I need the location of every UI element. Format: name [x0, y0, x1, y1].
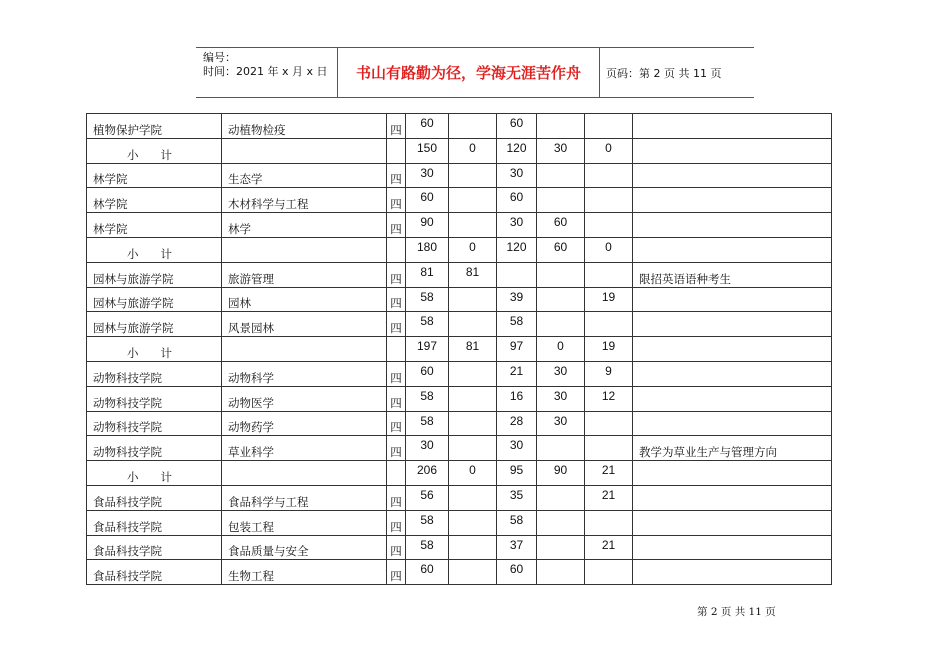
table-row	[87, 213, 832, 238]
major-cell: 生物工程	[222, 560, 387, 585]
number-cell	[585, 312, 633, 337]
number-cell: 56	[406, 485, 449, 510]
number-cell: 30	[537, 138, 585, 163]
table-row	[87, 436, 832, 461]
number-cell: 81	[406, 262, 449, 287]
major-cell: 生态学	[222, 163, 387, 188]
number-cell	[449, 436, 497, 461]
note-cell: 限招英语语种考生	[633, 262, 832, 287]
length-cell	[387, 461, 406, 486]
table-row	[87, 188, 832, 213]
number-cell: 21	[585, 461, 633, 486]
number-cell: 58	[406, 287, 449, 312]
major-cell: 食品质量与安全	[222, 535, 387, 560]
subtotal-label-char: 计	[160, 246, 172, 261]
length-cell: 四	[387, 163, 406, 188]
note-cell	[633, 213, 832, 238]
length-cell: 四	[387, 485, 406, 510]
number-cell: 60	[537, 237, 585, 262]
table-row	[87, 114, 832, 139]
number-cell	[449, 287, 497, 312]
length-cell: 四	[387, 213, 406, 238]
table-row	[87, 312, 832, 337]
number-cell: 30	[497, 213, 537, 238]
number-cell: 81	[449, 262, 497, 287]
college-cell: 林学院	[87, 213, 222, 238]
length-cell: 四	[387, 361, 406, 386]
major-cell: 动物医学	[222, 386, 387, 411]
page-footer: 第 2 页 共 11 页	[697, 606, 776, 618]
table-row	[87, 411, 832, 436]
note-cell	[633, 461, 832, 486]
note-cell	[633, 287, 832, 312]
number-cell	[449, 163, 497, 188]
college-cell: 林学院	[87, 188, 222, 213]
number-cell	[537, 188, 585, 213]
table-row	[87, 560, 832, 585]
major-cell	[222, 237, 387, 262]
number-cell	[449, 485, 497, 510]
number-cell: 150	[406, 138, 449, 163]
subtotal-row	[87, 337, 832, 362]
serial-label: 编号：	[203, 51, 236, 64]
number-cell: 28	[497, 411, 537, 436]
major-cell: 旅游管理	[222, 262, 387, 287]
number-cell	[537, 510, 585, 535]
length-cell	[387, 138, 406, 163]
note-cell	[633, 188, 832, 213]
note-cell	[633, 237, 832, 262]
subtotal-label-char: 小	[127, 147, 139, 162]
number-cell: 58	[406, 411, 449, 436]
number-cell	[537, 287, 585, 312]
table-row	[87, 510, 832, 535]
subtotal-label-char: 小	[127, 246, 139, 261]
length-cell	[387, 237, 406, 262]
number-cell: 95	[497, 461, 537, 486]
major-cell: 食品科学与工程	[222, 485, 387, 510]
number-cell: 60	[406, 188, 449, 213]
length-cell: 四	[387, 312, 406, 337]
major-cell	[222, 337, 387, 362]
number-cell: 0	[585, 138, 633, 163]
number-cell	[537, 560, 585, 585]
number-cell	[449, 361, 497, 386]
number-cell: 30	[537, 411, 585, 436]
college-cell: 食品科技学院	[87, 535, 222, 560]
note-cell	[633, 535, 832, 560]
number-cell: 60	[406, 114, 449, 139]
college-cell: 食品科技学院	[87, 560, 222, 585]
subtotal-label-char: 小	[127, 345, 139, 360]
number-cell	[449, 386, 497, 411]
length-cell: 四	[387, 188, 406, 213]
number-cell: 60	[497, 188, 537, 213]
number-cell	[449, 114, 497, 139]
number-cell	[585, 560, 633, 585]
subtotal-row	[87, 237, 832, 262]
number-cell	[537, 535, 585, 560]
number-cell: 58	[406, 312, 449, 337]
length-cell	[387, 337, 406, 362]
number-cell: 60	[537, 213, 585, 238]
number-cell: 58	[406, 510, 449, 535]
major-cell: 草业科学	[222, 436, 387, 461]
subtotal-label	[87, 337, 222, 362]
header-meta	[196, 48, 338, 97]
note-cell	[633, 411, 832, 436]
table-row	[87, 163, 832, 188]
number-cell	[537, 114, 585, 139]
number-cell: 30	[406, 436, 449, 461]
college-cell: 园林与旅游学院	[87, 262, 222, 287]
subtotal-row	[87, 138, 832, 163]
number-cell	[449, 535, 497, 560]
note-cell	[633, 485, 832, 510]
number-cell	[449, 560, 497, 585]
table-body	[87, 114, 832, 585]
number-cell	[585, 213, 633, 238]
table-row	[87, 535, 832, 560]
note-cell	[633, 114, 832, 139]
major-cell: 包装工程	[222, 510, 387, 535]
number-cell: 37	[497, 535, 537, 560]
number-cell: 30	[537, 361, 585, 386]
college-cell: 动物科技学院	[87, 361, 222, 386]
number-cell	[449, 213, 497, 238]
number-cell: 90	[537, 461, 585, 486]
number-cell: 35	[497, 485, 537, 510]
major-cell	[222, 138, 387, 163]
number-cell: 0	[449, 138, 497, 163]
number-cell: 197	[406, 337, 449, 362]
length-cell: 四	[387, 535, 406, 560]
number-cell	[449, 510, 497, 535]
number-cell: 58	[497, 312, 537, 337]
number-cell	[537, 485, 585, 510]
college-cell: 动物科技学院	[87, 386, 222, 411]
major-cell: 动植物检疫	[222, 114, 387, 139]
college-cell: 动物科技学院	[87, 411, 222, 436]
number-cell	[449, 312, 497, 337]
number-cell: 19	[585, 287, 633, 312]
number-cell: 60	[406, 361, 449, 386]
number-cell: 30	[497, 436, 537, 461]
length-cell: 四	[387, 114, 406, 139]
length-cell: 四	[387, 262, 406, 287]
length-cell: 四	[387, 411, 406, 436]
college-cell: 园林与旅游学院	[87, 287, 222, 312]
number-cell: 206	[406, 461, 449, 486]
length-cell: 四	[387, 436, 406, 461]
number-cell: 0	[537, 337, 585, 362]
number-cell: 58	[497, 510, 537, 535]
number-cell: 16	[497, 386, 537, 411]
number-cell	[585, 510, 633, 535]
note-cell	[633, 163, 832, 188]
major-cell: 动物药学	[222, 411, 387, 436]
college-cell: 园林与旅游学院	[87, 312, 222, 337]
college-cell: 动物科技学院	[87, 436, 222, 461]
number-cell	[585, 114, 633, 139]
number-cell: 60	[406, 560, 449, 585]
number-cell: 0	[449, 237, 497, 262]
major-cell: 木材科学与工程	[222, 188, 387, 213]
major-cell: 动物科学	[222, 361, 387, 386]
major-cell: 林学	[222, 213, 387, 238]
number-cell	[537, 436, 585, 461]
number-cell: 58	[406, 535, 449, 560]
time-label: 时间：2021 年 x 月 x 日	[203, 65, 328, 78]
number-cell	[449, 411, 497, 436]
subtotal-label	[87, 138, 222, 163]
number-cell	[585, 436, 633, 461]
length-cell: 四	[387, 287, 406, 312]
note-cell	[633, 386, 832, 411]
number-cell: 97	[497, 337, 537, 362]
major-cell	[222, 461, 387, 486]
number-cell: 60	[497, 114, 537, 139]
subtotal-label-char: 计	[160, 469, 172, 484]
number-cell: 21	[585, 535, 633, 560]
subtotal-row	[87, 461, 832, 486]
length-cell: 四	[387, 386, 406, 411]
table-row	[87, 262, 832, 287]
number-cell: 120	[497, 237, 537, 262]
number-cell	[537, 312, 585, 337]
subtotal-label-char: 计	[160, 147, 172, 162]
table-row	[87, 386, 832, 411]
number-cell	[585, 188, 633, 213]
length-cell: 四	[387, 560, 406, 585]
number-cell	[585, 262, 633, 287]
subtotal-label-char: 小	[127, 469, 139, 484]
note-cell	[633, 361, 832, 386]
major-cell: 风景园林	[222, 312, 387, 337]
number-cell: 120	[497, 138, 537, 163]
number-cell: 30	[537, 386, 585, 411]
number-cell: 0	[585, 237, 633, 262]
number-cell	[537, 163, 585, 188]
number-cell: 180	[406, 237, 449, 262]
header-motto: 书山有路勤为径，学海无涯苦作舟	[338, 48, 600, 97]
table-row	[87, 485, 832, 510]
note-cell	[633, 337, 832, 362]
number-cell: 0	[449, 461, 497, 486]
number-cell: 9	[585, 361, 633, 386]
number-cell	[497, 262, 537, 287]
number-cell	[449, 188, 497, 213]
number-cell: 39	[497, 287, 537, 312]
enrollment-table	[86, 113, 832, 585]
college-cell: 食品科技学院	[87, 510, 222, 535]
number-cell: 60	[497, 560, 537, 585]
number-cell	[537, 262, 585, 287]
college-cell: 植物保护学院	[87, 114, 222, 139]
number-cell: 21	[585, 485, 633, 510]
number-cell	[585, 163, 633, 188]
page-header	[196, 47, 754, 98]
college-cell: 食品科技学院	[87, 485, 222, 510]
table-row	[87, 361, 832, 386]
number-cell: 30	[497, 163, 537, 188]
table-row	[87, 287, 832, 312]
number-cell: 90	[406, 213, 449, 238]
note-cell: 教学为草业生产与管理方向	[633, 436, 832, 461]
header-page-label: 页码：第 2 页 共 11 页	[606, 66, 722, 80]
number-cell: 21	[497, 361, 537, 386]
subtotal-label	[87, 237, 222, 262]
college-cell: 林学院	[87, 163, 222, 188]
note-cell	[633, 510, 832, 535]
number-cell: 12	[585, 386, 633, 411]
number-cell: 58	[406, 386, 449, 411]
number-cell: 19	[585, 337, 633, 362]
subtotal-label	[87, 461, 222, 486]
note-cell	[633, 560, 832, 585]
number-cell: 81	[449, 337, 497, 362]
major-cell: 园林	[222, 287, 387, 312]
number-cell	[585, 411, 633, 436]
note-cell	[633, 138, 832, 163]
subtotal-label-char: 计	[160, 345, 172, 360]
length-cell: 四	[387, 510, 406, 535]
number-cell: 30	[406, 163, 449, 188]
note-cell	[633, 312, 832, 337]
